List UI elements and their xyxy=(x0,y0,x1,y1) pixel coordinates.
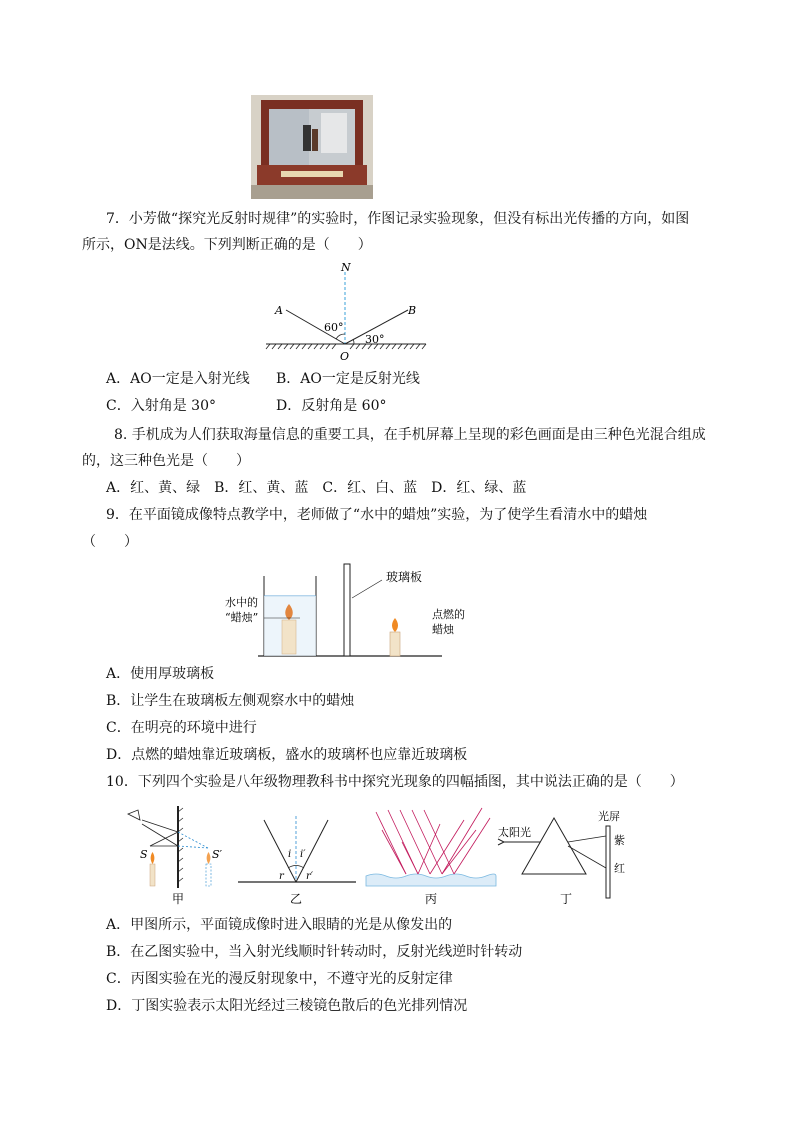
lit-candle-label-2: 蜡烛 xyxy=(432,623,454,636)
q9-candle-figure xyxy=(222,558,478,662)
q9-stem-line1: 9．在平面镜成像特点教学中，老师做了“水中的蜡烛”实验，为了使学生看清水中的蜡烛 xyxy=(106,507,648,523)
label-ding: 丁 xyxy=(560,892,573,906)
q7-option-d: D．反射角是 60° xyxy=(276,398,387,414)
glass-plate-label: 玻璃板 xyxy=(386,570,423,584)
label-s-prime: S′ xyxy=(212,848,223,861)
label-r-prime: r′ xyxy=(306,871,314,882)
q10-option-d: D．丁图实验表示太阳光经过三棱镜色散后的色光排列情况 xyxy=(106,998,468,1014)
q10-option-a: A．甲图所示，平面镜成像时进入眼睛的光是从像发出的 xyxy=(106,917,453,933)
q8-stem-line1: 8. 手机成为人们获取海量信息的重要工具，在手机屏幕上呈现的彩色画面是由三种色光混合组成 xyxy=(114,427,706,443)
q10-option-b: B．在乙图实验中，当入射光线顺时针转动时，反射光线逆时针转动 xyxy=(106,944,523,960)
fig-jia xyxy=(128,806,223,906)
angle-60: 60° xyxy=(324,321,344,334)
classroom-photo-drawing xyxy=(251,95,373,199)
label-i-prime: i′ xyxy=(300,849,306,860)
label-a: A xyxy=(275,304,283,317)
label-bing: 丙 xyxy=(425,892,438,906)
label-red: 红 xyxy=(614,862,625,875)
label-r: r xyxy=(279,871,284,882)
q9-option-a: A．使用厚玻璃板 xyxy=(106,666,215,682)
angle-30: 30° xyxy=(365,333,385,346)
q10-stem: 10．下列四个实验是八年级物理教科书中探究光现象的四幅插图，其中说法正确的是（ ） xyxy=(106,774,684,790)
lit-candle-label-1: 点燃的 xyxy=(432,608,465,621)
label-i: i xyxy=(288,849,292,860)
q7-option-a: A．AO一定是入射光线 xyxy=(106,371,250,387)
q8-stem-line2: 的，这三种色光是（ ） xyxy=(82,453,250,469)
label-jia: 甲 xyxy=(172,892,185,906)
q9-option-c: C．在明亮的环境中进行 xyxy=(106,720,257,736)
light-screen xyxy=(606,826,610,898)
label-s: S xyxy=(140,848,148,861)
q10-option-c: C．丙图实验在光的漫反射现象中，不遵守光的反射定律 xyxy=(106,971,453,987)
q8-options: A．红、黄、绿 B．红、黄、蓝 C．红、白、蓝 D．红、绿、蓝 xyxy=(106,480,527,496)
q7-stem-line2: 所示，ON是法线。下列判断正确的是（ ） xyxy=(82,237,372,253)
water-candle-label-1: 水中的 xyxy=(225,596,258,609)
label-purple: 紫 xyxy=(614,834,625,847)
q9-stem-line2: （ ） xyxy=(82,534,138,550)
fig-bing xyxy=(366,808,496,906)
label-yi: 乙 xyxy=(290,892,303,906)
q10-four-figures xyxy=(120,802,640,912)
eye-icon xyxy=(128,810,140,820)
water-candle-label-2: “蜡烛” xyxy=(225,611,259,624)
label-screen: 光屏 xyxy=(598,810,620,823)
label-b: B xyxy=(408,304,417,317)
q7-option-b: B．AO一定是反射光线 xyxy=(276,371,420,387)
label-o: O xyxy=(340,350,350,363)
q7-reflection-figure xyxy=(262,258,432,364)
label-sunlight: 太阳光 xyxy=(498,826,531,839)
q9-option-d: D．点燃的蜡烛靠近玻璃板，盛水的玻璃杯也应靠近玻璃板 xyxy=(106,747,468,763)
fig-yi xyxy=(238,816,356,906)
classroom-photo xyxy=(251,95,373,199)
q7-stem-line1: 7．小芳做“探究光反射时规律”的实验时，作图记录实验现象，但没有标出光传播的方向，如图 xyxy=(106,211,690,227)
label-n: N xyxy=(341,261,351,274)
fig-ding xyxy=(498,809,625,906)
q9-option-b: B．让学生在玻璃板左侧观察水中的蜡烛 xyxy=(106,693,355,709)
q7-option-c: C．入射角是 30° xyxy=(106,398,216,414)
